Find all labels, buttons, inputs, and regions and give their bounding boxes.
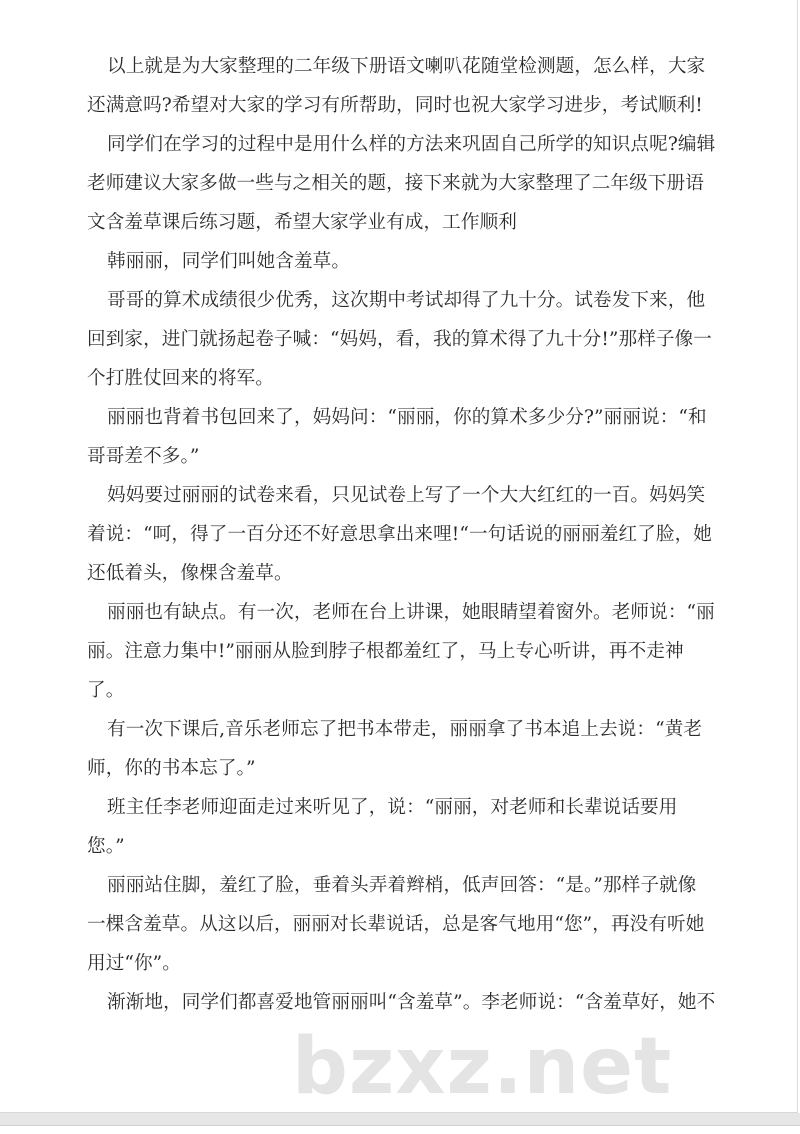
text-line: 还低着头，像棵含羞草。 bbox=[87, 563, 293, 584]
text-line: 以上就是为大家整理的二年级下册语文喇叭花随堂检测题，怎么样，大家 bbox=[107, 56, 706, 77]
paragraph bbox=[87, 866, 737, 983]
text-line: 班主任李老师迎面走过来听见了，说：“丽丽，对老师和长辈说话要用 bbox=[107, 797, 678, 818]
paragraph bbox=[87, 788, 737, 866]
text-line: 一棵含羞草。从这以后，丽丽对长辈说话，总是客气地用“您”，再没有听她 bbox=[87, 914, 705, 935]
text-line: 丽丽也背着书包回来了，妈妈问：“丽丽，你的算术多少分?”丽丽说：“和 bbox=[107, 407, 707, 428]
text-line: 老师建议大家多做一些与之相关的题，接下来就为大家整理了二年级下册语 bbox=[87, 173, 704, 194]
text-line: 丽丽也有缺点。有一次，老师在台上讲课，她眼睛望着窗外。老师说：“丽 bbox=[107, 602, 715, 623]
text-line: 渐渐地，同学们都喜爱地管丽丽叫“含羞草”。李老师说：“含羞草好，她不 bbox=[107, 992, 716, 1013]
text-line: 有一次下课后,音乐老师忘了把书本带走，丽丽拿了书本追上去说：“黄老 bbox=[107, 719, 703, 740]
paragraph bbox=[87, 47, 737, 125]
text-line: 回到家，进门就扬起卷子喊：“妈妈，看，我的算术得了九十分!”那样子像一 bbox=[87, 329, 712, 350]
text-line: 着说：“呵，得了一百分还不好意思拿出来哩!“一句话说的丽丽羞红了脸，她 bbox=[87, 524, 712, 545]
text-line: 还满意吗?希望对大家的学习有所帮助，同时也祝大家学习进步，考试顺利! bbox=[87, 95, 703, 116]
text-line: 哥哥差不多。” bbox=[87, 446, 200, 467]
text-line: 哥哥的算术成绩很少优秀，这次期中考试却得了九十分。试卷发下来，他 bbox=[107, 290, 706, 311]
paragraph bbox=[87, 281, 737, 398]
text-line: 个打胜仗回来的将军。 bbox=[87, 368, 274, 389]
text-line: 丽丽站住脚，羞红了脸，垂着头弄着辫梢，低声回答：“是。”那样子就像 bbox=[107, 875, 697, 896]
watermark: bzxz.net bbox=[292, 1022, 673, 1112]
document-body bbox=[87, 47, 737, 1022]
paragraph bbox=[87, 398, 737, 476]
text-line: 了。 bbox=[87, 680, 125, 701]
paragraph bbox=[87, 593, 737, 710]
text-line: 妈妈要过丽丽的试卷来看，只见试卷上写了一个大大红红的一百。妈妈笑 bbox=[107, 485, 706, 506]
paragraph bbox=[87, 476, 737, 593]
text-line: 韩丽丽，同学们叫她含羞草。 bbox=[107, 251, 351, 272]
text-line: 您。” bbox=[87, 836, 125, 857]
page-separator bbox=[0, 1113, 800, 1126]
paragraph bbox=[87, 710, 737, 788]
paragraph bbox=[87, 125, 737, 242]
text-line: 用过“你”。 bbox=[87, 953, 181, 974]
text-line: 师，你的书本忘了。” bbox=[87, 758, 256, 779]
paragraph bbox=[87, 983, 737, 1022]
paragraph bbox=[87, 242, 737, 281]
text-line: 丽。注意力集中!”丽丽从脸到脖子根都羞红了，马上专心听讲，再不走神 bbox=[87, 641, 684, 662]
text-line: 文含羞草课后练习题，希望大家学业有成，工作顺利 bbox=[87, 212, 517, 233]
next-page-top bbox=[0, 1126, 797, 1134]
text-line: 同学们在学习的过程中是用什么样的方法来巩固自己所学的知识点呢?编辑 bbox=[107, 134, 716, 155]
